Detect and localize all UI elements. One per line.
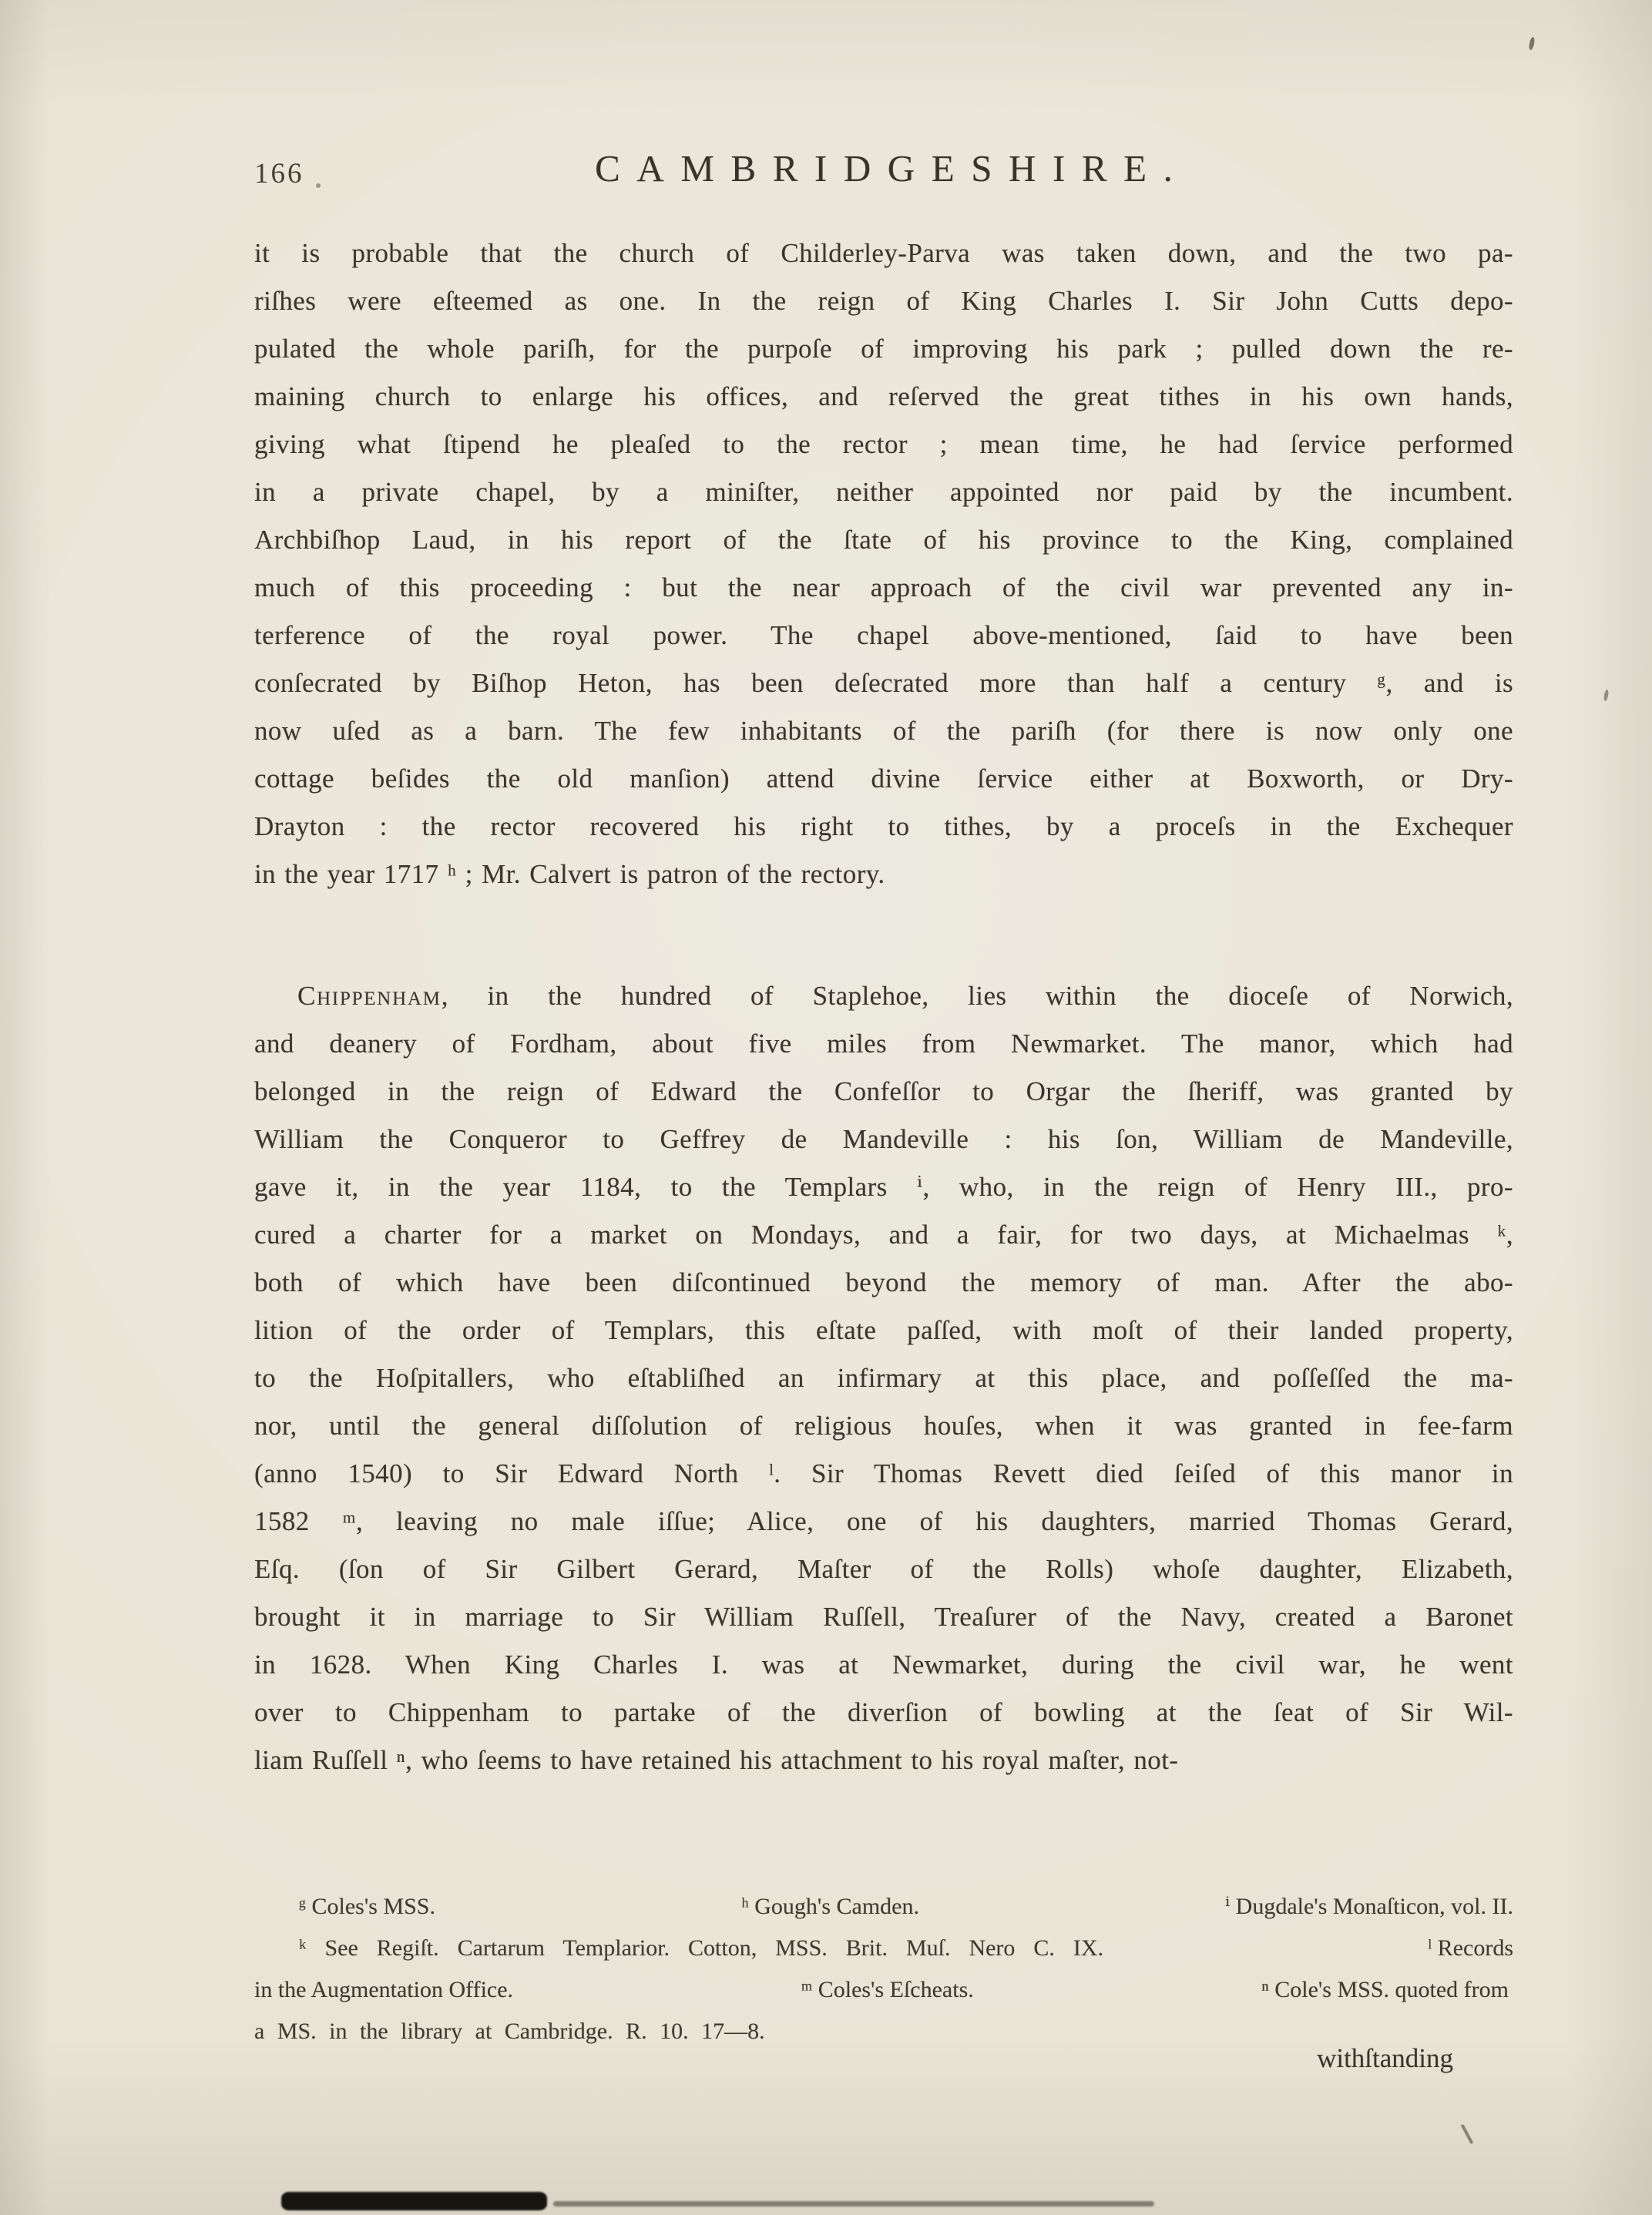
scan-speck-dot [316, 183, 321, 188]
text-line: it is probable that the church of Childerley-Parva was taken down, and the two pa- [254, 238, 1513, 268]
text-line: in the year 1717 ʰ ; Mr. Calvert is patron of the rectory. [254, 859, 885, 889]
text-line: belonged in the reign of Edward the Confeſſor to Orgar the ſheriff, was granted by [254, 1076, 1513, 1106]
text-line: nor, until the general diſſolution of religious houſes, when it was granted in fee-farm [254, 1411, 1513, 1441]
footnote-segment: ⁱ Dugdale's Monaſticon, vol. II. [1225, 1894, 1513, 1919]
text-line: now uſed as a barn. The few inhabitants of the pariſh (for there is now only one [254, 716, 1513, 746]
footnote-line [254, 1928, 1513, 1969]
scan-speck-mid-right [1603, 690, 1610, 702]
paragraph-childerley [254, 230, 1513, 898]
text-line: giving what ſtipend he pleaſed to the rector ; mean time, he had ſervice performed [254, 429, 1513, 459]
catchword-row [254, 2043, 1513, 2074]
text-line: Drayton : the rector recovered his right to tithes, by a proceſs in the Exchequer [254, 811, 1513, 841]
text-line: much of this proceeding : but the near approach of the civil war prevented any in- [254, 572, 1513, 602]
paragraph-lead-smallcaps: Chippenham [297, 981, 442, 1011]
footnote-segment: ⁿ Cole's MSS. quoted from [1261, 1977, 1509, 2002]
text-line: brought it in marriage to Sir William Ruſſell, Treaſurer of the Navy, created a Baronet [254, 1602, 1513, 1632]
text-line [254, 972, 1513, 1020]
paragraph-lead-rest: , in the hundred of Staplehoe, lies within the dioceſe of Norwich, [441, 981, 1513, 1011]
text-line: William the Conqueror to Geffrey de Mandeville : his ſon, William de Mandeville, [254, 1124, 1513, 1154]
text-line: pulated the whole pariſh, for the purpoſe of improving his park ; pulled down the re- [254, 334, 1513, 364]
text-line: Archbiſhop Laud, in his report of the ſtate of his province to the King, complained [254, 525, 1513, 555]
footnote-segment: ʰ Gough's Camden. [741, 1894, 919, 1919]
text-line: gave it, in the year 1184, to the Templars ⁱ, who, in the reign of Henry III., pro- [254, 1172, 1513, 1202]
text-line: maining church to enlarge his offices, and reſerved the great tithes in his own hands, [254, 381, 1513, 411]
text-line: over to Chippenham to partake of the diverſion of bowling at the ſeat of Sir Wil- [254, 1697, 1513, 1727]
footnotes [254, 1886, 1513, 2052]
paragraph-lines [254, 1020, 1513, 1784]
text-line: (anno 1540) to Sir Edward North ˡ. Sir Thomas Revett died ſeiſed of this manor in [254, 1458, 1513, 1488]
body-text [254, 230, 1513, 1784]
page-header [254, 146, 1513, 202]
text-line: Eſq. (ſon of Sir Gilbert Gerard, Maſter of the Rolls) whoſe daughter, Elizabeth, [254, 1554, 1513, 1584]
text-line: 1582 ᵐ, leaving no male iſſue; Alice, one of his daughters, married Thomas Gerard, [254, 1506, 1513, 1536]
page-number: 166 [254, 158, 304, 190]
text-line: in 1628. When King Charles I. was at Newmarket, during the civil war, he went [254, 1650, 1513, 1680]
text-line: conſecrated by Biſhop Heton, has been deſecrated more than half a century ᵍ, and is [254, 668, 1513, 698]
text-line: terference of the royal power. The chapel above-mentioned, ſaid to have been [254, 620, 1513, 650]
scan-mark-bottom-right [1461, 2124, 1474, 2145]
scan-artifact-bottom-line [553, 2201, 1154, 2207]
text-line: cottage beſides the old manſion) attend divine ſervice either at Boxworth, or Dry- [254, 764, 1513, 794]
footnote-line [254, 1886, 1513, 1928]
paragraph-chippenham [254, 972, 1513, 1784]
footnote-segment: in the Augmentation Office. [254, 1977, 514, 2002]
running-title: CAMBRIDGESHIRE. [595, 147, 1190, 190]
text-line: to the Hoſpitallers, who eſtabliſhed an infirmary at this place, and poſſeſſed the ma- [254, 1363, 1513, 1393]
footnote-segment: ᵏ See Regiſt. Cartarum Templarior. Cotton, MSS. Brit. Muſ. Nero C. IX. [299, 1935, 1104, 1961]
footnote-segment: ˡ Records [1428, 1935, 1513, 1961]
footnote-segment: ᵍ Coles's MSS. [299, 1894, 435, 1919]
text-line: riſhes were eſteemed as one. In the reign of King Charles I. Sir John Cutts depo- [254, 286, 1513, 316]
scan-speck-top-right [1528, 37, 1535, 51]
scan-artifact-bottom-bar [281, 2192, 547, 2210]
text-line: in a private chapel, by a miniſter, neither appointed nor paid by the incumbent. [254, 477, 1513, 507]
footnote-segment: ᵐ Coles's Eſcheats. [801, 1977, 974, 2002]
text-line: cured a charter for a market on Mondays, and a fair, for two days, at Michaelmas ᵏ, [254, 1220, 1513, 1250]
catchword: withſtanding [1317, 2043, 1453, 2073]
text-line: liam Ruſſell ⁿ, who ſeems to have retained his attachment to his royal maſter, not- [254, 1745, 1179, 1775]
footnote-segment: a MS. in the library at Cambridge. R. 10. 17—8. [254, 2019, 765, 2044]
text-line: both of which have been diſcontinued beyond the memory of man. After the abo- [254, 1267, 1513, 1297]
text-line: lition of the order of Templars, this eſtate paſſed, with moſt of their landed property, [254, 1315, 1513, 1345]
text-line: and deanery of Fordham, about five miles from Newmarket. The manor, which had [254, 1029, 1513, 1059]
footnote-line [254, 1969, 1513, 2011]
